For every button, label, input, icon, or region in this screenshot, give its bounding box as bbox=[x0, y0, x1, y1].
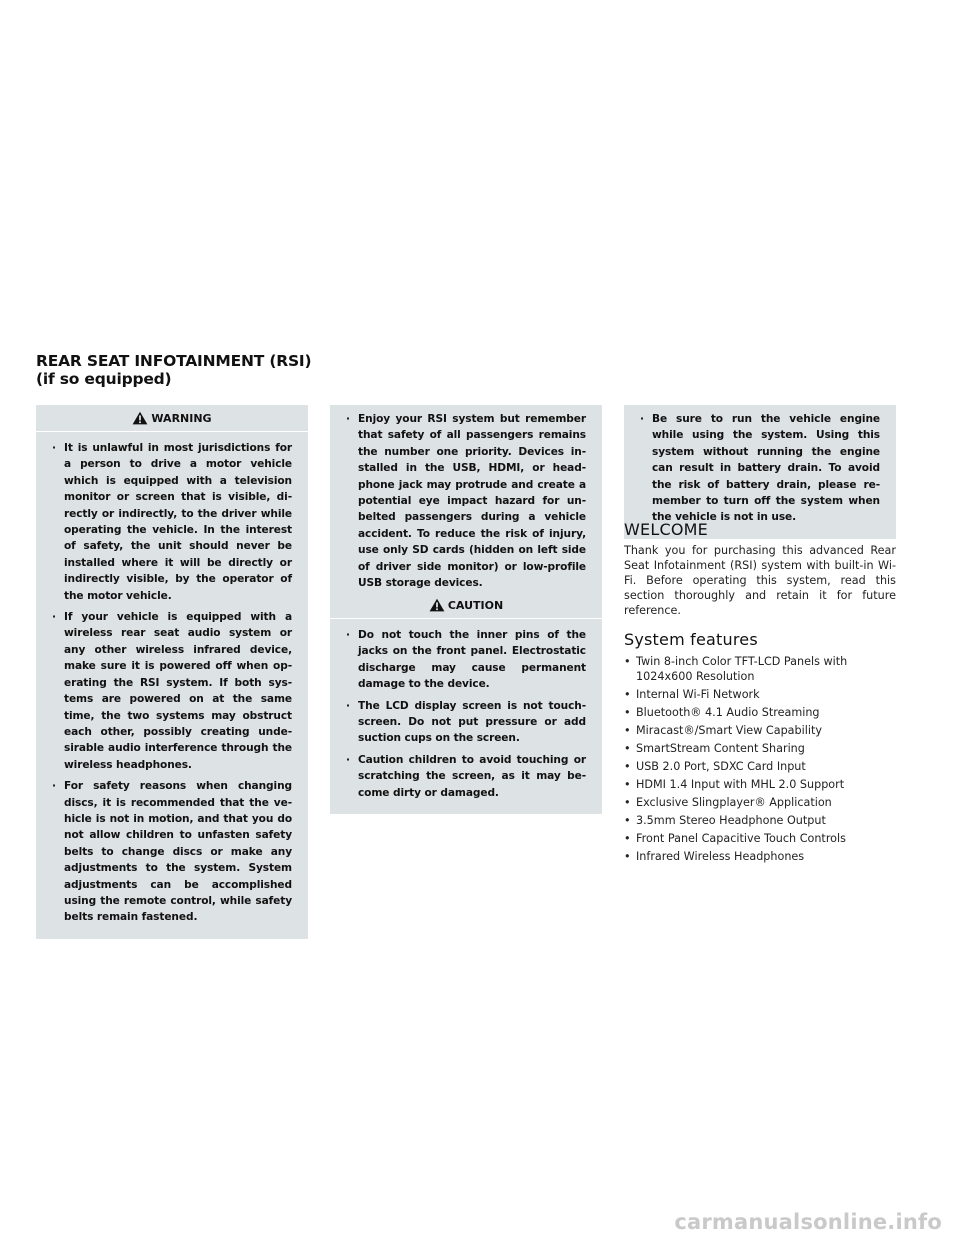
caution-box bbox=[330, 592, 602, 814]
warning-item: · Enjoy your RSI system but remember that safety of all passengers remains the number one priority. Devices in-stalled in the USB, HDMI, or head-phone jack may protrude and create a potential eye impact hazard for un-belted passengers during a vehicle accident. To reduce the risk of injury, use only SD cards (hidden on left side of driver side monitor) or low-profile USB storage devices. bbox=[346, 411, 586, 591]
warning-continued-box bbox=[330, 405, 602, 604]
features-title: System features bbox=[624, 630, 758, 649]
feature-item: • Internal Wi-Fi Network bbox=[624, 687, 896, 702]
feature-item: • Exclusive Slingplayer® Application bbox=[624, 795, 896, 810]
watermark: carmanualsonline.info bbox=[674, 1210, 942, 1234]
caution-header bbox=[330, 592, 602, 619]
feature-item: • SmartStream Content Sharing bbox=[624, 741, 896, 756]
feature-item: • Front Panel Capacitive Touch Controls bbox=[624, 831, 896, 846]
feature-item: • HDMI 1.4 Input with MHL 2.0 Support bbox=[624, 777, 896, 792]
feature-item: • Miracast®/Smart View Capability bbox=[624, 723, 896, 738]
feature-item: • Bluetooth® 4.1 Audio Streaming bbox=[624, 705, 896, 720]
warning-box bbox=[36, 405, 308, 939]
welcome-title: WELCOME bbox=[624, 520, 708, 539]
caution-item: · Caution children to avoid touching or scratching the screen, as it may be-come dirty or damaged. bbox=[346, 752, 586, 801]
warning-heading: WARNING bbox=[151, 411, 212, 425]
caution-item: · Be sure to run the vehicle engine while using the system. Using this system without running the engine can result in battery drain. To avoid the risk of battery drain, please re-member to turn off the system when the vehicle is not in use. bbox=[640, 411, 880, 526]
feature-item: • USB 2.0 Port, SDXC Card Input bbox=[624, 759, 896, 774]
caution-item: · Do not touch the inner pins of the jacks on the front panel. Electrostatic discharge may cause permanent damage to the device. bbox=[346, 627, 586, 693]
page-title: REAR SEAT INFOTAINMENT (RSI) (if so equipped) bbox=[36, 352, 312, 388]
features-list bbox=[624, 654, 896, 867]
welcome-text: Thank you for purchasing this advanced Rear Seat Infotainment (RSI) system with built-in Wi-Fi. Before operating this system, read this section thoroughly and retain it for future reference. bbox=[624, 544, 896, 617]
warning-item: · It is unlawful in most jurisdictions for a person to drive a motor vehicle which is equipped with a television monitor or screen that is visible, di-rectly or indirectly, to the driver while operating the vehicle. In the interest of safety, the unit should never be installed where it will be directly or indirectly visible, by the operator of the motor vehicle. bbox=[52, 440, 292, 604]
warning-header bbox=[36, 405, 308, 432]
feature-item: • Twin 8-inch Color TFT-LCD Panels with 1024x600 Resolution bbox=[624, 654, 896, 684]
warning-item: · If your vehicle is equipped with a wireless rear seat audio system or any other wireless infrared device, make sure it is powered off when op-erating the RSI system. If both sys-tems are powered on at the same time, the two systems may obstruct each other, possibly creating unde-sirable audio interference through the wireless headphones. bbox=[52, 609, 292, 773]
caution-heading: CAUTION bbox=[447, 598, 504, 612]
feature-item: • 3.5mm Stereo Headphone Output bbox=[624, 813, 896, 828]
warning-triangle-icon bbox=[429, 598, 445, 612]
feature-item: • Infrared Wireless Headphones bbox=[624, 849, 896, 864]
warning-item: · For safety reasons when changing discs, it is recommended that the ve-hicle is not in motion, and that you do not allow children to unfasten safety belts to change discs or make any adjustments to the system. System adjustments can be accomplished using the remote control, while safety belts remain fastened. bbox=[52, 778, 292, 926]
warning-triangle-icon bbox=[132, 411, 148, 425]
caution-item: · The LCD display screen is not touch-screen. Do not put pressure or add suction cups on the screen. bbox=[346, 698, 586, 747]
caution-continued-box bbox=[624, 405, 896, 539]
